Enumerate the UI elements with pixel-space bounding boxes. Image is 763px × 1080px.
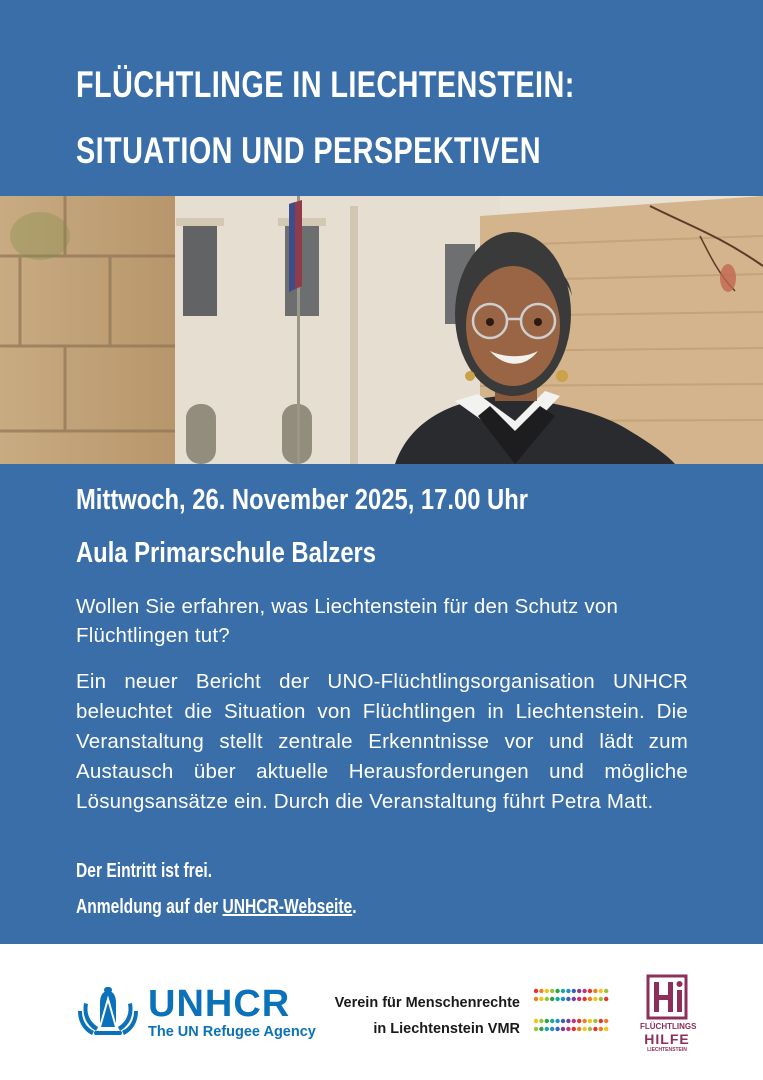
- vmr-dot: [555, 989, 559, 993]
- vmr-dot: [539, 1027, 543, 1031]
- vmr-dot: [588, 1019, 592, 1023]
- vmr-dot: [572, 1019, 576, 1023]
- vmr-dot: [599, 989, 603, 993]
- vmr-dot: [566, 1027, 570, 1031]
- title-line-2: SITUATION UND PERSPEKTIVEN: [76, 130, 542, 171]
- vmr-dot: [593, 1019, 597, 1023]
- unhcr-emblem-icon: [76, 985, 140, 1041]
- vmr-dot: [599, 1027, 603, 1031]
- title-line-1: FLÜCHTLINGE IN LIECHTENSTEIN:: [76, 64, 575, 105]
- vmr-dot: [577, 1019, 581, 1023]
- speaker-photo: [0, 196, 763, 464]
- vmr-dot: [593, 1027, 597, 1031]
- vmr-dot: [577, 989, 581, 993]
- fh-line-3: LIECHTENSTEIN: [647, 1047, 687, 1053]
- vmr-dot: [545, 1019, 549, 1023]
- vmr-dot: [550, 997, 554, 1001]
- unhcr-wordmark: UNHCR: [148, 983, 291, 1025]
- vmr-dot: [577, 997, 581, 1001]
- vmr-dot: [566, 997, 570, 1001]
- unhcr-tagline: The UN Refugee Agency: [148, 1024, 316, 1040]
- vmr-dot: [566, 989, 570, 993]
- vmr-dot: [599, 997, 603, 1001]
- vmr-dot: [534, 997, 538, 1001]
- fh-monogram-icon: [640, 974, 694, 1022]
- vmr-dot: [555, 997, 559, 1001]
- vmr-dot: [534, 1027, 538, 1031]
- vmr-dot: [550, 989, 554, 993]
- poster-title: [76, 52, 575, 184]
- unhcr-website-link[interactable]: UNHCR-Webseite: [222, 896, 353, 918]
- event-location: Aula Primarschule Balzers: [76, 537, 377, 569]
- vmr-dot: [572, 989, 576, 993]
- vmr-dot: [561, 989, 565, 993]
- free-entry-text: Der Eintritt ist frei.: [76, 860, 213, 882]
- vmr-dot: [561, 1027, 565, 1031]
- vmr-dot: [599, 1019, 603, 1023]
- vmr-dot: [555, 1027, 559, 1031]
- vmr-dot: [588, 1027, 592, 1031]
- vmr-dot: [604, 989, 608, 993]
- vmr-dot: [572, 1027, 576, 1031]
- description-text: Ein neuer Bericht der UNO-Flüchtlingsorganisation UNHCR beleuchtet die Situation von Flüchtlingen in Liechtenstein. Die Veranstaltung stellt zentrale Erkenntnisse vor und lädt zum Austausch über aktuelle Herausforderungen und mögliche Lösungsansätze ein. Durch die Veranstaltung führt Petra Matt.: [76, 670, 688, 813]
- vmr-dot: [550, 1019, 554, 1023]
- vmr-dot: [593, 989, 597, 993]
- registration-suffix: .: [352, 896, 357, 918]
- vmr-dot: [539, 1019, 543, 1023]
- vmr-dot: [582, 1019, 586, 1023]
- vmr-dot: [588, 989, 592, 993]
- vmr-line-1: Verein für Menschenrechte: [334, 995, 520, 1011]
- vmr-dot: [604, 1019, 608, 1023]
- vmr-dot: [561, 1019, 565, 1023]
- vmr-dot: [577, 1027, 581, 1031]
- fh-line-1: FLÜCHTLINGS: [640, 1022, 697, 1031]
- vmr-dot: [534, 989, 538, 993]
- photo-illustration: [0, 196, 763, 464]
- vmr-dot: [604, 997, 608, 1001]
- vmr-dot: [534, 1019, 538, 1023]
- vmr-name: [330, 990, 520, 1042]
- event-date-time: Mittwoch, 26. November 2025, 17.00 Uhr: [76, 484, 528, 516]
- vmr-dot: [561, 997, 565, 1001]
- vmr-dot: [582, 989, 586, 993]
- vmr-dot: [572, 997, 576, 1001]
- vmr-dot: [545, 1027, 549, 1031]
- vmr-dot: [566, 1019, 570, 1023]
- vmr-dot: [545, 989, 549, 993]
- vmr-dot: [550, 1027, 554, 1031]
- vmr-dot: [593, 997, 597, 1001]
- vmr-dot: [545, 997, 549, 1001]
- vmr-dot: [604, 1027, 608, 1031]
- fh-line-2: HILFE: [644, 1031, 690, 1047]
- intro-text: Wollen Sie erfahren, was Liechtenstein für den Schutz von Flüchtlingen tut?: [76, 595, 619, 647]
- unhcr-logo: [76, 985, 316, 1045]
- registration-text: [76, 896, 357, 919]
- fluechtlingshilfe-logo: [640, 974, 697, 1054]
- vmr-dot: [539, 989, 543, 993]
- vmr-dot: [582, 997, 586, 1001]
- vmr-dot: [555, 1019, 559, 1023]
- vmr-dots-icon: [532, 985, 612, 1041]
- registration-prefix: Anmeldung auf der: [76, 896, 223, 918]
- vmr-dot: [588, 997, 592, 1001]
- vmr-dot: [539, 997, 543, 1001]
- vmr-line-2: in Liechtenstein VMR: [373, 1021, 520, 1037]
- vmr-dot: [582, 1027, 586, 1031]
